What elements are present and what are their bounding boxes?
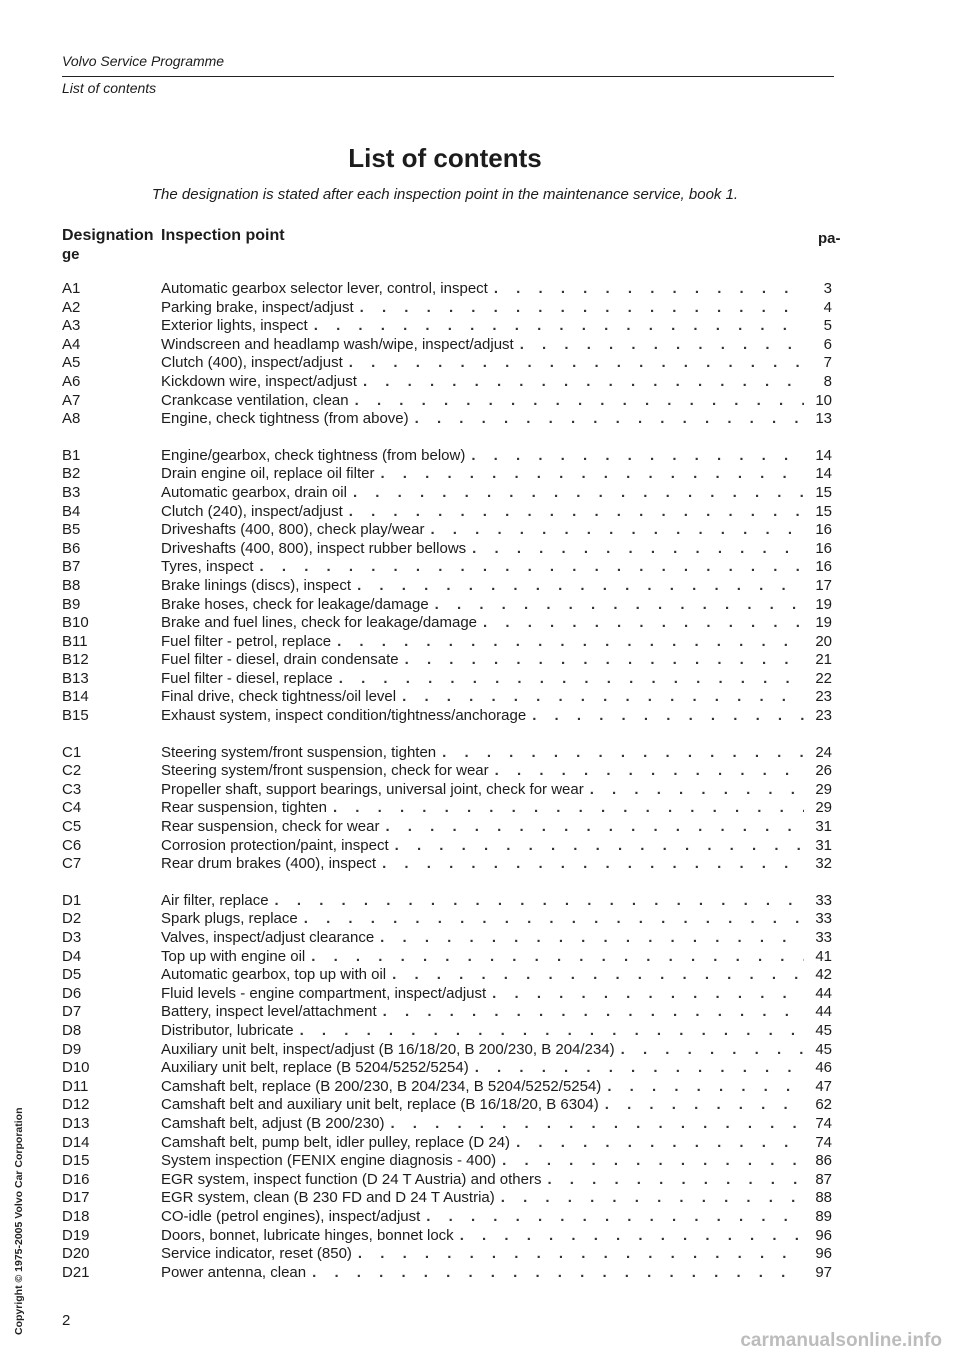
page-reference: 29: [815, 799, 832, 817]
dot-leader: [405, 651, 804, 670]
inspection-point-text: Exterior lights, inspect: [161, 317, 308, 335]
designation-code: B11: [62, 632, 88, 650]
page-reference: 5: [823, 317, 832, 335]
page-reference: 62: [815, 1096, 832, 1114]
dot-leader: [304, 910, 804, 929]
dot-leader: [353, 484, 804, 503]
designation-code: A2: [62, 298, 81, 316]
dot-leader: [460, 1227, 804, 1246]
toc-group: [62, 447, 832, 726]
designation-code: B13: [62, 669, 89, 687]
page-reference: 20: [815, 632, 832, 650]
inspection-point-text: Automatic gearbox selector lever, control, inspect: [161, 280, 488, 297]
inspection-point-text: Auxiliary unit belt, replace (B 5204/5252/5254): [161, 1059, 469, 1077]
inspection-point-text: Camshaft belt and auxiliary unit belt, replace (B 16/18/20, B 6304): [161, 1096, 599, 1114]
inspection-point-text: Automatic gearbox, top up with oil: [161, 966, 387, 984]
designation-code: B7: [62, 558, 81, 576]
page-reference: 87: [815, 1170, 832, 1188]
inspection-point-text: Spark plugs, replace: [161, 910, 298, 928]
page-reference: 17: [815, 576, 832, 594]
dot-leader: [471, 447, 804, 466]
dot-leader: [390, 1115, 804, 1134]
designation-code: B15: [62, 707, 89, 725]
dot-leader: [355, 392, 804, 411]
watermark: carmanualsonline.info: [740, 1330, 942, 1351]
dot-leader: [472, 540, 804, 559]
page-reference: 47: [815, 1077, 832, 1095]
designation-code: D1: [62, 891, 82, 909]
designation-code: D3: [62, 929, 82, 946]
designation-code: C5: [62, 818, 82, 836]
page-reference: 44: [815, 1003, 832, 1021]
inspection-point-text: Fluid levels - engine compartment, inspect/adjust: [161, 984, 487, 1002]
inspection-point-text: Steering system/front suspension, tighten: [161, 743, 437, 761]
page-reference: 45: [815, 1021, 832, 1039]
designation-code: D14: [62, 1133, 90, 1151]
designation-code: A3: [62, 317, 81, 335]
toc-row: [62, 1022, 832, 1041]
toc-row: [62, 447, 832, 466]
page-reference: 26: [815, 762, 832, 780]
page-reference: 10: [815, 391, 832, 409]
toc-row: [62, 373, 832, 392]
inspection-point-text: Driveshafts (400, 800), inspect rubber bellows: [161, 539, 467, 557]
inspection-point-text: Windscreen and headlamp wash/wipe, inspect/adjust: [161, 335, 514, 353]
designation-code: D10: [62, 1059, 90, 1077]
dot-leader: [300, 1022, 804, 1041]
toc-row: [62, 1003, 832, 1022]
page-reference: 23: [815, 707, 832, 725]
inspection-point-text: CO-idle (petrol engines), inspect/adjust: [161, 1207, 421, 1225]
designation-code: D19: [62, 1226, 90, 1244]
toc-row: [62, 1208, 832, 1227]
designation-code: A5: [62, 354, 81, 372]
dot-leader: [385, 818, 804, 837]
toc-row: [62, 799, 832, 818]
dot-leader: [392, 966, 804, 985]
toc-row: [62, 558, 832, 577]
page-reference: 33: [815, 910, 832, 928]
inspection-point-text: Valves, inspect/adjust clearance: [161, 929, 375, 946]
toc-row: [62, 1134, 832, 1153]
column-header-designation: Designation: [62, 227, 154, 244]
toc-row: [62, 1059, 832, 1078]
dot-leader: [501, 1189, 804, 1208]
inspection-point-text: Fuel filter - diesel, replace: [161, 669, 333, 687]
inspection-point-text: Clutch (400), inspect/adjust: [161, 354, 343, 372]
inspection-point-text: Brake hoses, check for leakage/damage: [161, 595, 429, 613]
page-reference: 45: [815, 1040, 832, 1058]
designation-code: A4: [62, 335, 81, 353]
dot-leader: [435, 596, 804, 615]
toc-row: [62, 1096, 832, 1115]
inspection-point-text: Fuel filter - petrol, replace: [161, 632, 332, 650]
dot-leader: [426, 1208, 804, 1227]
toc-row: [62, 596, 832, 615]
designation-code: C1: [62, 743, 82, 761]
inspection-point-text: EGR system, inspect function (D 24 T Austria) and others: [161, 1170, 542, 1188]
designation-code: B5: [62, 521, 81, 539]
toc-row: [62, 762, 832, 781]
inspection-point-text: Rear suspension, check for wear: [161, 818, 380, 836]
inspection-point-text: Clutch (240), inspect/adjust: [161, 502, 343, 520]
toc-row: [62, 1189, 832, 1208]
inspection-point-text: Propeller shaft, support bearings, universal joint, check for wear: [161, 780, 584, 798]
dot-leader: [382, 855, 804, 874]
column-header-inspection-point: Inspection point: [161, 227, 285, 244]
designation-code: B12: [62, 651, 89, 669]
toc-group: [62, 280, 832, 429]
dot-leader: [314, 317, 804, 336]
toc-row: [62, 688, 832, 707]
page-reference: 16: [815, 539, 832, 557]
page-reference: 24: [815, 743, 832, 761]
page-reference: 42: [815, 966, 832, 984]
toc-group: [62, 892, 832, 1282]
page-title: List of contents: [348, 143, 542, 173]
designation-code: B1: [62, 446, 81, 464]
document-header-subtitle: List of contents: [62, 80, 157, 96]
copyright-notice: Copyright © 1975-2005 Volvo Car Corporation: [13, 1107, 25, 1335]
designation-code: B10: [62, 614, 89, 632]
page-number: 2: [62, 1312, 71, 1329]
page-reference: 16: [815, 521, 832, 539]
page-reference: 31: [815, 836, 832, 854]
inspection-point-text: Crankcase ventilation, clean: [161, 391, 349, 409]
toc-row: [62, 670, 832, 689]
page-reference: 44: [815, 984, 832, 1002]
dot-leader: [312, 1264, 804, 1283]
designation-code: D12: [62, 1096, 90, 1114]
toc-row: [62, 410, 832, 429]
toc-row: [62, 577, 832, 596]
page-reference: 29: [815, 780, 832, 798]
designation-code: D7: [62, 1003, 82, 1021]
toc-row: [62, 781, 832, 800]
page-reference: 19: [815, 614, 832, 632]
dot-leader: [516, 1134, 804, 1153]
inspection-point-text: Final drive, check tightness/oil level: [161, 688, 397, 706]
dot-leader: [383, 1003, 804, 1022]
dot-leader: [495, 762, 804, 781]
inspection-point-text: Automatic gearbox, drain oil: [161, 483, 347, 501]
dot-leader: [442, 744, 804, 763]
inspection-point-text: Camshaft belt, replace (B 200/230, B 204/234, B 5204/5252/5254): [161, 1077, 602, 1095]
inspection-point-text: Steering system/front suspension, check for wear: [161, 762, 489, 780]
toc-row: [62, 1041, 832, 1060]
toc-row: [62, 744, 832, 763]
toc-row: [62, 336, 832, 355]
page-reference: 3: [823, 280, 832, 297]
page-reference: 23: [815, 688, 832, 706]
toc-group: [62, 744, 832, 874]
toc-row: [62, 299, 832, 318]
page-reference: 15: [815, 502, 832, 520]
designation-code: C6: [62, 836, 82, 854]
dot-leader: [532, 707, 804, 726]
designation-code: D5: [62, 966, 82, 984]
inspection-point-text: Exhaust system, inspect condition/tightness/anchorage: [161, 707, 527, 725]
inspection-point-text: Corrosion protection/paint, inspect: [161, 836, 389, 854]
designation-code: C7: [62, 855, 82, 873]
toc-row: [62, 966, 832, 985]
dot-leader: [483, 614, 804, 633]
column-header-page-part1: pa-: [818, 230, 841, 247]
dot-leader: [494, 280, 804, 299]
inspection-point-text: Brake and fuel lines, check for leakage/damage: [161, 614, 478, 632]
page-reference: 19: [815, 595, 832, 613]
page-reference: 41: [815, 947, 832, 965]
inspection-point-text: Rear drum brakes (400), inspect: [161, 855, 377, 873]
dot-leader: [395, 837, 804, 856]
toc-row: [62, 465, 832, 484]
page-reference: 96: [815, 1226, 832, 1244]
inspection-point-text: Auxiliary unit belt, inspect/adjust (B 16/18/20, B 200/230, B 204/234): [161, 1040, 615, 1058]
inspection-point-text: Brake linings (discs), inspect: [161, 576, 352, 594]
toc-row: [62, 1152, 832, 1171]
toc-row: [62, 651, 832, 670]
dot-leader: [607, 1078, 804, 1097]
page-reference: 4: [823, 298, 832, 316]
page-reference: 32: [815, 855, 832, 873]
inspection-point-text: Fuel filter - diesel, drain condensate: [161, 651, 399, 669]
toc-row: [62, 855, 832, 874]
toc-row: [62, 929, 832, 948]
page-reference: 33: [815, 929, 832, 946]
dot-leader: [502, 1152, 804, 1171]
dot-leader: [358, 1245, 804, 1264]
page-reference: 21: [815, 651, 832, 669]
intro-text: The designation is stated after each inspection point in the maintenance service, book 1.: [151, 186, 739, 203]
page-reference: 6: [823, 335, 832, 353]
dot-leader: [605, 1096, 804, 1115]
designation-code: A8: [62, 410, 81, 428]
toc-row: [62, 837, 832, 856]
inspection-point-text: Service indicator, reset (850): [161, 1245, 352, 1263]
designation-code: D15: [62, 1152, 90, 1170]
page-reference: 14: [815, 446, 832, 464]
toc-row: [62, 633, 832, 652]
designation-code: C2: [62, 762, 82, 780]
dot-leader: [520, 336, 804, 355]
toc-row: [62, 1264, 832, 1283]
toc-row: [62, 985, 832, 1004]
page-reference: 96: [815, 1245, 832, 1263]
designation-code: C3: [62, 780, 82, 798]
dot-leader: [260, 558, 804, 577]
table-of-contents: [62, 280, 832, 1300]
designation-code: A1: [62, 280, 81, 297]
inspection-point-text: Power antenna, clean: [161, 1263, 307, 1281]
dot-leader: [333, 799, 804, 818]
inspection-point-text: Top up with engine oil: [161, 947, 306, 965]
page-reference: 8: [823, 372, 832, 390]
page-reference: 33: [815, 891, 832, 909]
dot-leader: [349, 354, 804, 373]
dot-leader: [275, 892, 804, 911]
toc-row: [62, 317, 832, 336]
page-reference: 97: [815, 1263, 832, 1281]
toc-row: [62, 540, 832, 559]
designation-code: B14: [62, 688, 89, 706]
inspection-point-text: Air filter, replace: [161, 891, 269, 909]
inspection-point-text: System inspection (FENIX engine diagnosis - 400): [161, 1152, 497, 1170]
inspection-point-text: Tyres, inspect: [161, 558, 254, 576]
page-reference: 74: [815, 1133, 832, 1151]
inspection-point-text: Parking brake, inspect/adjust: [161, 298, 354, 316]
page-reference: 14: [815, 465, 832, 483]
toc-row: [62, 1245, 832, 1264]
designation-code: A6: [62, 372, 81, 390]
dot-leader: [357, 577, 804, 596]
designation-code: B9: [62, 595, 81, 613]
inspection-point-text: Doors, bonnet, lubricate hinges, bonnet lock: [161, 1226, 454, 1244]
inspection-point-text: Engine/gearbox, check tightness (from below): [161, 446, 466, 464]
inspection-point-text: Battery, inspect level/attachment: [161, 1003, 377, 1021]
document-header-title: Volvo Service Programme: [62, 53, 225, 69]
page-reference: 31: [815, 818, 832, 836]
designation-code: D9: [62, 1040, 82, 1058]
designation-code: D13: [62, 1114, 90, 1132]
toc-row: [62, 354, 832, 373]
dot-leader: [402, 688, 804, 707]
toc-row: [62, 521, 832, 540]
dot-leader: [415, 410, 804, 429]
page-reference: 16: [815, 558, 832, 576]
designation-code: B8: [62, 576, 81, 594]
designation-code: B4: [62, 502, 81, 520]
designation-code: C4: [62, 799, 82, 817]
toc-row: [62, 892, 832, 911]
designation-code: D20: [62, 1245, 90, 1263]
toc-row: [62, 1115, 832, 1134]
dot-leader: [430, 521, 804, 540]
page-reference: 22: [815, 669, 832, 687]
toc-row: [62, 707, 832, 726]
toc-row: [62, 1171, 832, 1190]
designation-code: D8: [62, 1021, 82, 1039]
designation-code: D11: [62, 1077, 89, 1095]
toc-row: [62, 392, 832, 411]
inspection-point-text: Camshaft belt, pump belt, idler pulley, replace (D 24): [161, 1133, 511, 1151]
dot-leader: [621, 1041, 804, 1060]
page-reference: 13: [815, 410, 832, 428]
designation-code: A7: [62, 391, 81, 409]
dot-leader: [337, 633, 804, 652]
page-reference: 88: [815, 1189, 832, 1207]
designation-code: B6: [62, 539, 81, 557]
inspection-point-text: Distributor, lubricate: [161, 1021, 294, 1039]
dot-leader: [475, 1059, 804, 1078]
dot-leader: [339, 670, 804, 689]
dot-leader: [380, 929, 804, 948]
designation-code: D16: [62, 1170, 90, 1188]
inspection-point-text: Engine, check tightness (from above): [161, 410, 409, 428]
dot-leader: [363, 373, 804, 392]
inspection-point-text: Rear suspension, tighten: [161, 799, 327, 817]
toc-row: [62, 948, 832, 967]
inspection-point-text: EGR system, clean (B 230 FD and D 24 T Austria): [161, 1189, 495, 1207]
dot-leader: [349, 503, 804, 522]
designation-code: D21: [62, 1263, 90, 1281]
page-reference: 7: [823, 354, 832, 372]
dot-leader: [492, 985, 804, 1004]
designation-code: B3: [62, 483, 81, 501]
inspection-point-text: Drain engine oil, replace oil filter: [161, 465, 375, 483]
page-reference: 15: [815, 483, 832, 501]
dot-leader: [547, 1171, 804, 1190]
designation-code: D6: [62, 984, 82, 1002]
inspection-point-text: Camshaft belt, adjust (B 200/230): [161, 1114, 385, 1132]
page-reference: 74: [815, 1114, 832, 1132]
column-header-page-part2: ge: [62, 246, 80, 263]
toc-row: [62, 1227, 832, 1246]
dot-leader: [380, 465, 804, 484]
inspection-point-text: Kickdown wire, inspect/adjust: [161, 372, 357, 390]
toc-row: [62, 280, 832, 299]
page-reference: 46: [815, 1059, 832, 1077]
header-divider: [62, 76, 834, 77]
designation-code: D2: [62, 910, 82, 928]
designation-code: D17: [62, 1189, 90, 1207]
designation-code: B2: [62, 465, 81, 483]
page-reference: 89: [815, 1207, 832, 1225]
dot-leader: [311, 948, 804, 967]
toc-row: [62, 1078, 832, 1097]
dot-leader: [590, 781, 804, 800]
page-reference: 86: [815, 1152, 832, 1170]
toc-row: [62, 503, 832, 522]
toc-row: [62, 818, 832, 837]
inspection-point-text: Driveshafts (400, 800), check play/wear: [161, 521, 425, 539]
toc-row: [62, 614, 832, 633]
toc-row: [62, 910, 832, 929]
toc-row: [62, 484, 832, 503]
dot-leader: [360, 299, 804, 318]
designation-code: D4: [62, 947, 82, 965]
designation-code: D18: [62, 1207, 90, 1225]
